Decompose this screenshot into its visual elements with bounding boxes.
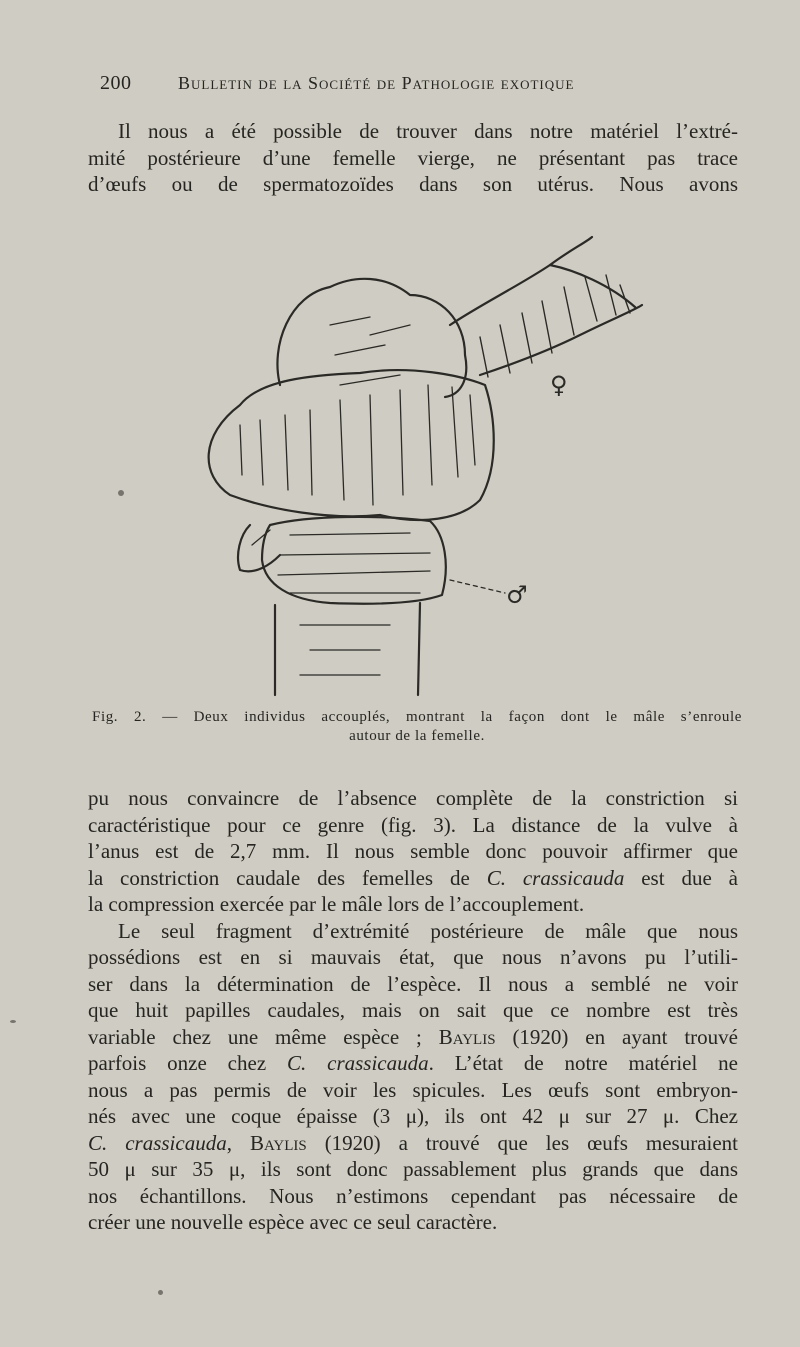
text-line: nous a pas permis de voir les spicules. Les œufs sont embryon-	[88, 1077, 738, 1102]
male-symbol: ♂	[506, 581, 528, 609]
text-line: nés avec une coque épaisse (3 μ), ils ont 42 μ sur 27 μ. Chez	[88, 1104, 738, 1128]
figure-illustration	[180, 225, 660, 705]
text-run: . L’état de notre matériel ne	[428, 1051, 739, 1075]
text-line: nos échantillons. Nous n’estimons cependant pas nécessaire de	[88, 1183, 738, 1208]
text-line: l’anus est de 2,7 mm. Il nous semble donc pouvoir affirmer que	[88, 839, 738, 863]
text-run: parfois onze chez	[88, 1051, 288, 1075]
text-line	[88, 1024, 738, 1051]
text-line: d’œufs ou de spermatozoïdes dans son utérus. Nous avons	[88, 172, 738, 196]
figure-caption	[92, 708, 742, 746]
text-run: ,	[226, 1130, 250, 1155]
text-run: (1920) a trouvé que les œufs mesuraient	[306, 1130, 739, 1155]
text-line: ser dans la détermination de l’espèce. Il nous a semblé ne voir	[88, 971, 738, 996]
species-name: C. crassicauda	[287, 1051, 429, 1075]
text-line: pu nous convaincre de l’absence complète de la constriction si	[88, 786, 738, 810]
text-line: mité postérieure d’une femelle vierge, ne présentant pas trace	[88, 145, 738, 170]
text-line: la compression exercée par le mâle lors de l’accouplement.	[88, 892, 585, 916]
paragraph-bottom	[88, 785, 738, 1236]
paragraph-top	[88, 118, 738, 198]
species-name: C. crassicauda	[88, 1130, 227, 1155]
speck	[10, 1020, 16, 1023]
speck	[158, 1290, 163, 1295]
text-run: (1920) en ayant trouvé	[495, 1024, 738, 1049]
author-name: Baylis	[249, 1130, 307, 1155]
text-line: que huit papilles caudales, mais on sait que ce nombre est très	[88, 998, 738, 1022]
text-line: possédions est en si mauvais état, que nous n’avons pu l’utili-	[88, 945, 738, 969]
text-line: 50 μ sur 35 μ, ils sont donc passablement plus grands que dans	[88, 1157, 738, 1181]
text-run: la constriction caudale des femelles de	[88, 865, 487, 890]
worm-coupling-drawing	[180, 225, 660, 705]
page-number: 200	[100, 72, 132, 94]
text-line	[88, 1050, 738, 1077]
female-symbol: ♀	[550, 371, 568, 399]
author-name: Baylis	[438, 1024, 496, 1049]
text-line	[88, 1130, 738, 1157]
caption-line: Fig. 2. — Deux individus accouplés, montrant la façon dont le mâle s’enroule	[92, 709, 742, 725]
text-run: variable chez une même espèce ;	[88, 1024, 439, 1049]
text-line	[88, 865, 738, 892]
running-header	[100, 72, 660, 95]
text-line: Le seul fragment d’extrémité postérieure de mâle que nous	[118, 918, 738, 943]
journal-title: Bulletin de la Société de Pathologie exotique	[178, 73, 575, 93]
text-line: créer une nouvelle espèce avec ce seul caractère.	[88, 1210, 498, 1234]
caption-line: autour de la femelle.	[349, 728, 485, 744]
text-line: caractéristique pour ce genre (fig. 3). La distance de la vulve à	[88, 812, 738, 837]
text-run: est due à	[624, 865, 738, 890]
text-line: Il nous a été possible de trouver dans notre matériel l’extré-	[118, 119, 738, 143]
speck	[118, 490, 124, 496]
species-name: C. crassicauda	[486, 865, 625, 890]
